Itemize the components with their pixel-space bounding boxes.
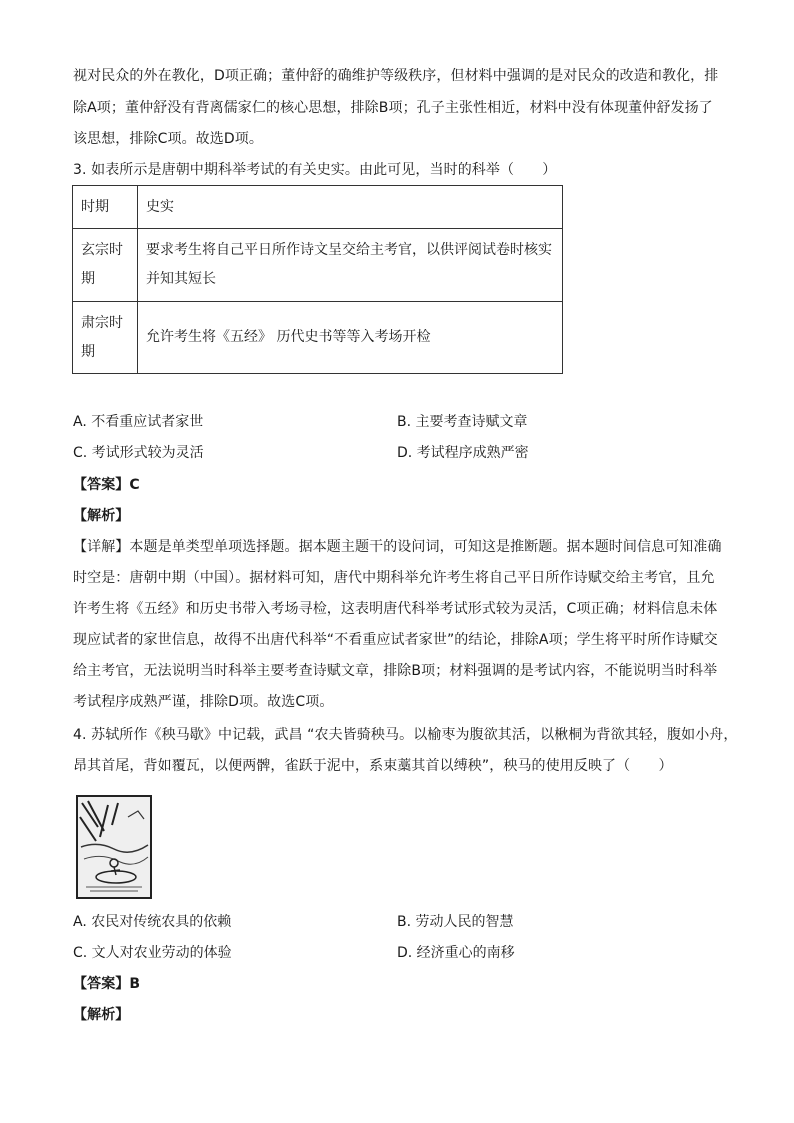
q4-option-a: A. 农民对传统农具的依赖 [73, 914, 232, 930]
question-4-stem-line-1: 4. 苏轼所作《秧马歇》中记载，武昌 “农夫皆骑秧马。以榆枣为腹欲其活，以楸桐为背欲其轻，腹如小舟， [73, 727, 738, 743]
question-3-stem: 3. 如表所示是唐朝中期科举考试的有关史实。由此可见，当时的科举（ ） [73, 162, 557, 178]
prev-explanation-line-2: 除A项；董仲舒没有背离儒家仁的核心思想，排除B项；孔子主张性相近，材料中没有体现董仲舒发扬了 [73, 100, 713, 116]
table-row [73, 229, 563, 302]
q3-option-c: C. 考试形式较为灵活 [73, 445, 204, 461]
fact-cell: 要求考生将自己平日所作诗文呈交给主考官，以供评阅试卷时核实 并知其短长 [138, 229, 563, 302]
q3-detail-line-5: 给主考官，无法说明当时科举主要考查诗赋文章，排除B项；材料强调的是考试内容，不能说明当时科举 [73, 663, 718, 679]
question-4-stem-line-2: 昂其首尾，背如覆瓦，以便两髀，雀跃于泥中，系束藁其首以缚秧”，秧马的使用反映了（ ） [73, 758, 673, 774]
q4-option-d: D. 经济重心的南移 [397, 945, 515, 961]
header-facts: 史实 [138, 186, 563, 229]
q3-detail-line-6: 考试程序成熟严谨，排除D项。故选C项。 [73, 694, 334, 710]
q3-detail-line-4: 现应试者的家世信息，故得不出唐代科举“不看重应试者家世”的结论，排除A项；学生将平时所作诗赋交 [73, 632, 718, 648]
header-period: 时期 [73, 186, 138, 229]
q3-detail-line-2: 时空是：唐朝中期（中国）。据材料可知，唐代中期科举允许考生将自己平日所作诗赋交给主考官，且允 [73, 570, 715, 586]
period-cell: 玄宗时 期 [73, 229, 138, 302]
table-header-row [73, 186, 563, 229]
history-facts-table [72, 185, 563, 374]
q3-answer: 【答案】C [73, 477, 140, 493]
q3-detail-line-3: 许考生将《五经》和历史书带入考场寻检，这表明唐代科举考试形式较为灵活，C项正确；材料信息未体 [73, 601, 718, 617]
table-row [73, 302, 563, 374]
fact-cell: 允许考生将《五经》 历代史书等等入考场开检 [138, 302, 563, 374]
q3-detail-line-1: 【详解】本题是单类型单项选择题。据本题主题干的设问词，可知这是推断题。据本题时间信息可知准确 [73, 539, 722, 555]
q3-option-d: D. 考试程序成熟严密 [397, 445, 529, 461]
yangma-woodcut-icon [78, 797, 150, 897]
yangma-illustration [76, 795, 152, 899]
q3-analysis-label: 【解析】 [73, 508, 130, 524]
q4-analysis-label: 【解析】 [73, 1007, 130, 1023]
period-cell: 肃宗时 期 [73, 302, 138, 374]
q4-option-c: C. 文人对农业劳动的体验 [73, 945, 232, 961]
q4-option-b: B. 劳动人民的智慧 [397, 914, 514, 930]
q4-answer: 【答案】B [73, 976, 141, 992]
prev-explanation-line-3: 该思想，排除C项。故选D项。 [73, 131, 263, 147]
q3-option-a: A. 不看重应试者家世 [73, 414, 204, 430]
q3-option-b: B. 主要考查诗赋文章 [397, 414, 528, 430]
prev-explanation-line-1: 视对民众的外在教化，D项正确；董仲舒的确维护等级秩序，但材料中强调的是对民众的改造和教化，排 [73, 68, 719, 84]
